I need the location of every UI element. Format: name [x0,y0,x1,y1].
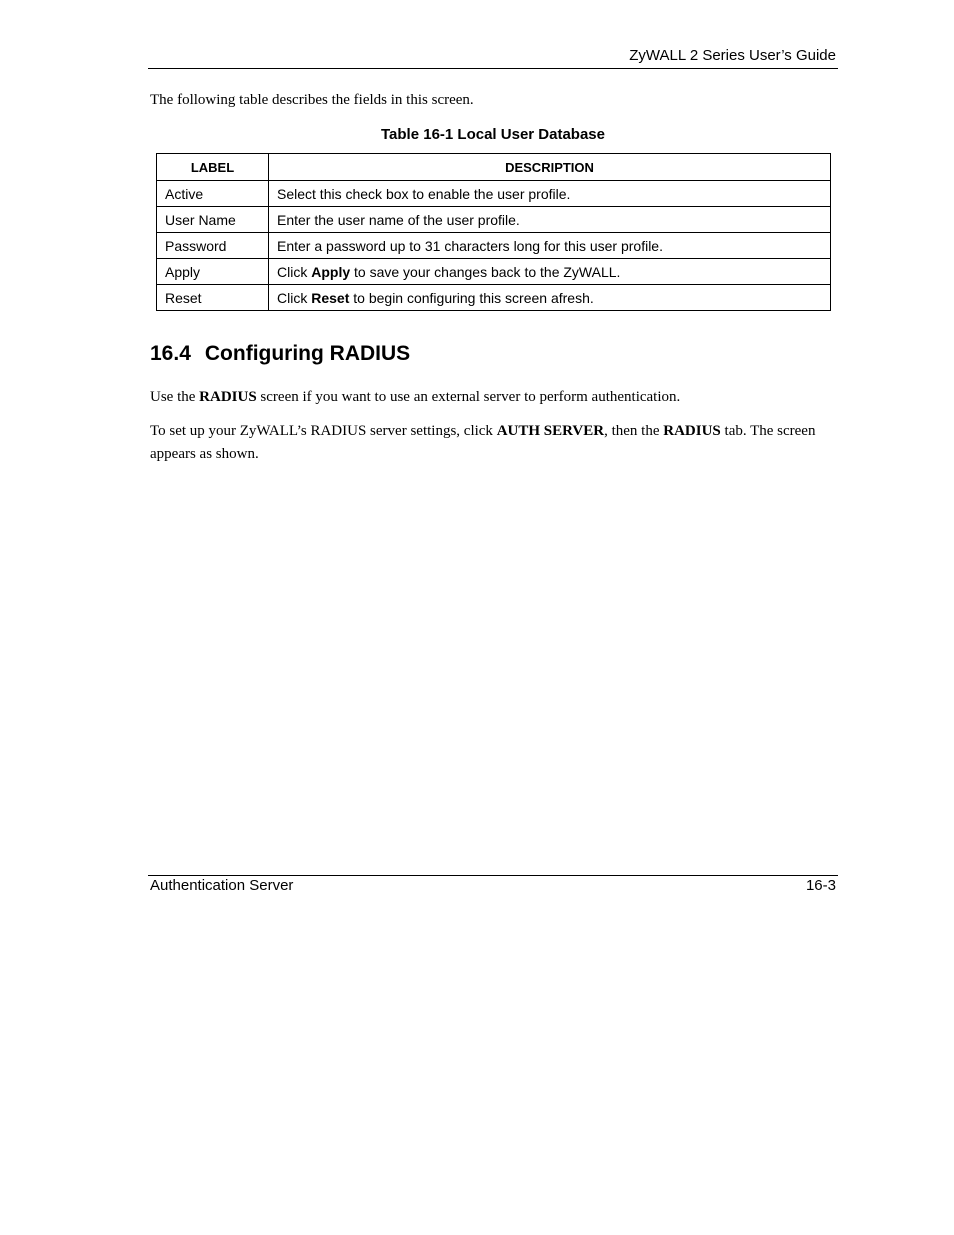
row-description: Enter the user name of the user profile. [269,207,831,233]
table-row [157,207,831,233]
table-row [157,285,831,311]
section-heading [150,340,410,368]
row-description: Enter a password up to 31 characters long for this user profile. [269,233,831,259]
column-header-label: LABEL [157,154,269,181]
row-description: Click Apply to save your changes back to the ZyWALL. [269,259,831,285]
paragraph-radius-setup: To set up your ZyWALL’s RADIUS server settings, click AUTH SERVER, then the RADIUS tab. The screen appears as shown. [150,423,816,462]
running-header [148,46,838,69]
row-label: Password [157,233,269,259]
section-title: Configuring RADIUS [204,342,411,365]
intro-text: The following table describes the fields in this screen. [150,92,474,108]
paragraph-radius-intro: Use the RADIUS screen if you want to use an external server to perform authentication. [150,389,681,405]
row-label: Active [157,181,269,207]
guide-title: ZyWALL 2 Series User’s Guide [629,47,836,64]
section-number: 16.4 [150,342,191,365]
column-header-description: DESCRIPTION [269,154,831,181]
table-row [157,233,831,259]
running-footer [148,875,838,895]
row-label: User Name [157,207,269,233]
chapter-name: Authentication Server [150,877,294,894]
row-description: Click Reset to begin configuring this screen afresh. [269,285,831,311]
table-row [157,259,831,285]
row-label: Apply [157,259,269,285]
table-header-row [157,154,831,181]
table-caption: Table 16-1 Local User Database [381,126,605,143]
row-description: Select this check box to enable the user profile. [269,181,831,207]
fields-table [156,153,831,311]
row-label: Reset [157,285,269,311]
page-number: 16-3 [805,877,836,894]
table-row [157,181,831,207]
